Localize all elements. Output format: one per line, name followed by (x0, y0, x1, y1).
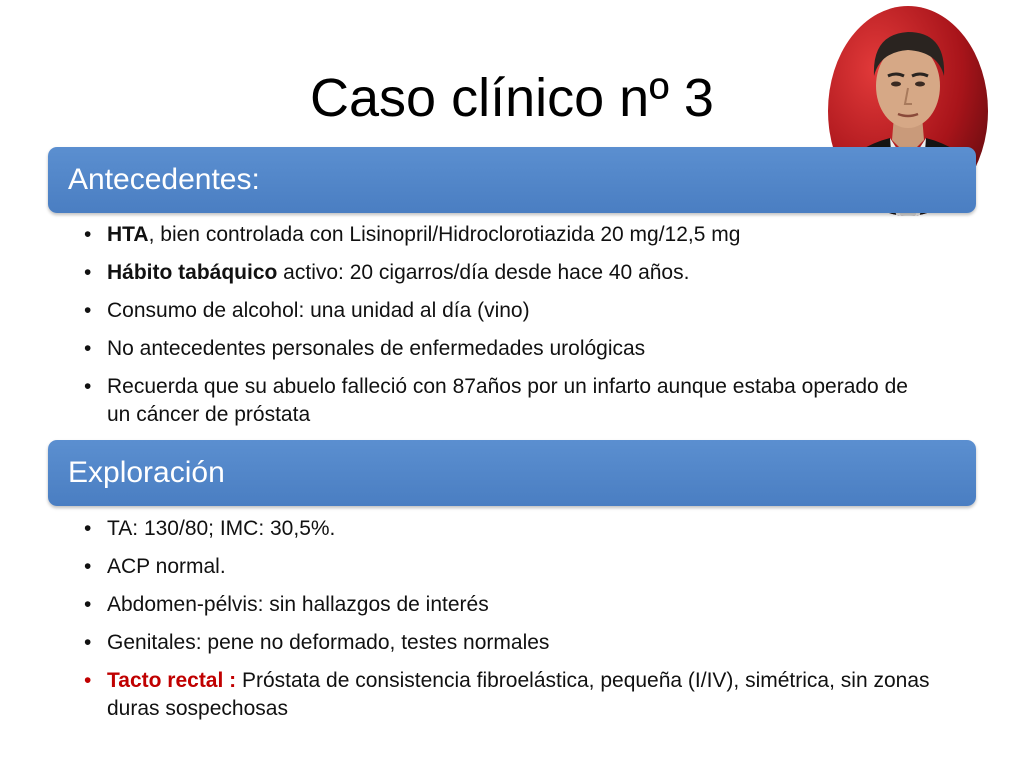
exploracion-header: Exploración (68, 456, 225, 489)
item-text: ACP normal. (107, 555, 226, 578)
antecedentes-header: Antecedentes: (68, 163, 260, 196)
list-item (84, 667, 934, 723)
item-text: activo: 20 cigarros/día desde hace 40 años. (277, 261, 690, 284)
list-item (84, 515, 934, 543)
list-item (84, 591, 934, 619)
item-text: Recuerda que su abuelo falleció con 87años por un infarto aunque estaba operado de un cáncer de próstata (107, 375, 908, 426)
item-text: Genitales: pene no deformado, testes normales (107, 631, 550, 654)
list-item (84, 259, 934, 287)
item-text: Abdomen-pélvis: sin hallazgos de interés (107, 593, 489, 616)
antecedentes-list (84, 221, 934, 439)
list-item (84, 629, 934, 657)
item-text: , bien controlada con Lisinopril/Hidroclorotiazida 20 mg/12,5 mg (148, 223, 741, 246)
exploracion-list (84, 515, 934, 733)
exploracion-header-bar (48, 440, 976, 506)
item-text: Próstata de consistencia fibroelástica, pequeña (I/IV), simétrica, sin zonas duras sospechosas (107, 669, 930, 720)
item-highlight-term: Tacto rectal : (107, 669, 237, 692)
item-text: TA: 130/80; IMC: 30,5%. (107, 517, 336, 540)
list-item (84, 373, 934, 429)
list-item (84, 553, 934, 581)
antecedentes-header-bar (48, 147, 976, 213)
item-bold-term: Hábito tabáquico (107, 261, 278, 284)
slide-title: Caso clínico nº 3 (310, 68, 714, 128)
list-item (84, 221, 934, 249)
item-text: No antecedentes personales de enfermedades urológicas (107, 337, 646, 360)
list-item (84, 335, 934, 363)
list-item (84, 297, 934, 325)
item-text: Consumo de alcohol: una unidad al día (vino) (107, 299, 530, 322)
item-bold-term: HTA (107, 223, 149, 246)
